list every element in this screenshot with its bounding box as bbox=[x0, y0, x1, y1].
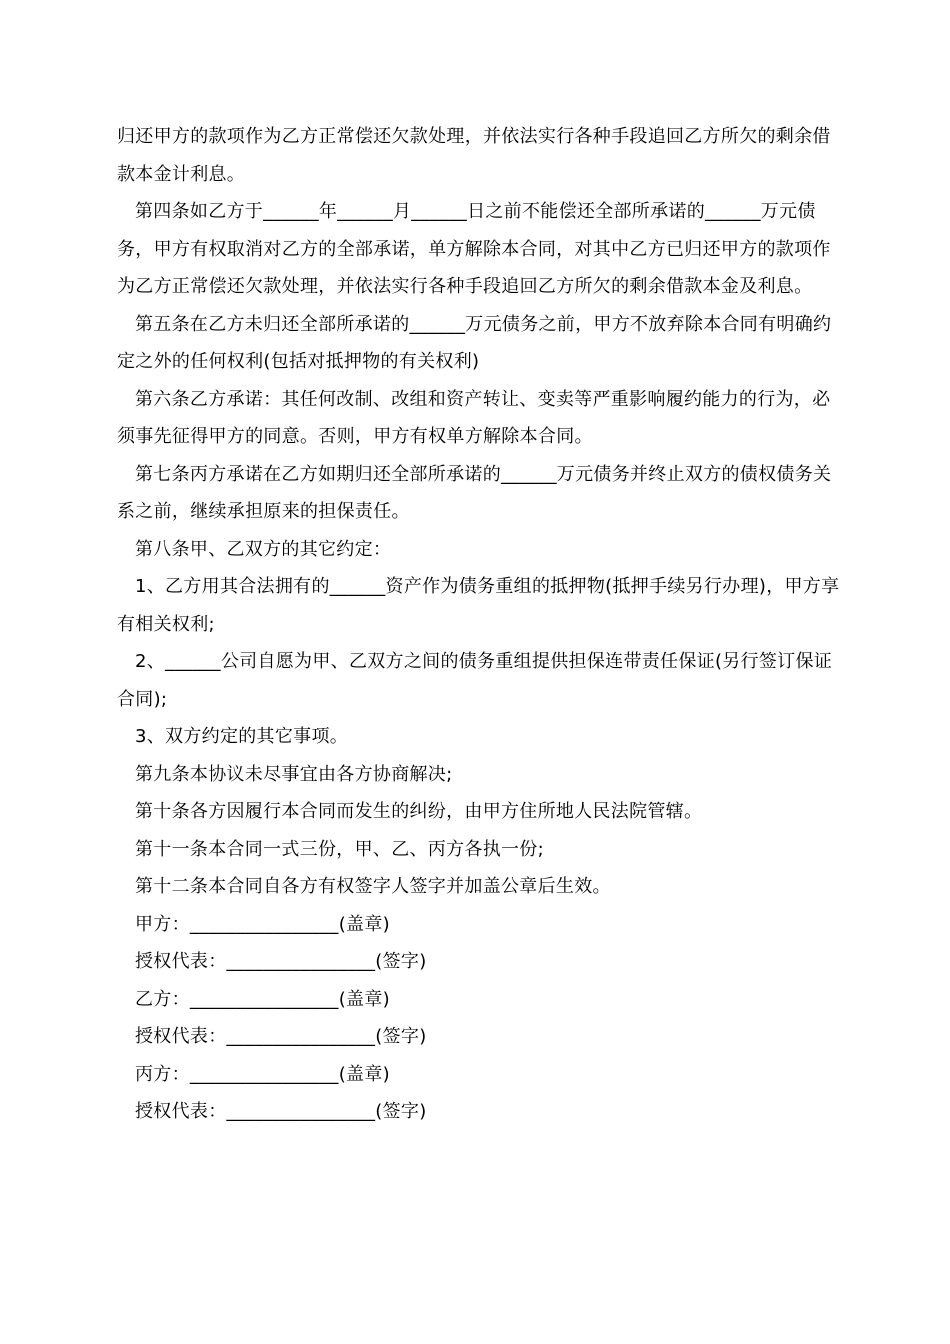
article-5: 第五条在乙方未归还全部所承诺的______万元债务之前，甲方不放弃除本合同有明确约定之外的任何权利(包括对抵押物的有关权利) bbox=[117, 313, 832, 372]
signature-party-c-rep: 授权代表：________________(签字) bbox=[135, 1101, 427, 1122]
article-8-item-2: 2、______公司自愿为甲、乙双方之间的债务重组提供担保连带责任保证(另行签订保证合同); bbox=[117, 651, 833, 710]
article-4: 第四条如乙方于______年______月______日之前不能偿还全部所承诺的______万元债务，甲方有权取消对乙方的全部承诺，单方解除本合同，对其中乙方已归还甲方的款项作为乙方正常偿还欠款处理，并依法实行各种手段追回乙方所欠的剩余借款本金及利息。 bbox=[117, 201, 831, 297]
contract-body bbox=[117, 118, 847, 1131]
signature-party-b-rep: 授权代表：________________(签字) bbox=[135, 1026, 427, 1047]
article-11: 第十一条本合同一式三份，甲、乙、丙方各执一份; bbox=[135, 838, 544, 860]
article-7: 第七条丙方承诺在乙方如期归还全部所承诺的______万元债务并终止双方的债权债务关系之前，继续承担原来的担保责任。 bbox=[117, 463, 832, 522]
paragraph-continuation: 归还甲方的款项作为乙方正常偿还欠款处理，并依法实行各种手段追回乙方所欠的剩余借款本金计利息。 bbox=[117, 126, 831, 185]
signature-party-c: 丙方：________________(盖章) bbox=[135, 1063, 390, 1085]
article-10: 第十条各方因履行本合同而发生的纠纷，由甲方住所地人民法院管辖。 bbox=[135, 801, 703, 822]
signature-party-a-rep: 授权代表：________________(签字) bbox=[135, 951, 427, 972]
article-8-item-3: 3、双方约定的其它事项。 bbox=[135, 726, 349, 747]
article-8: 第八条甲、乙双方的其它约定： bbox=[135, 538, 392, 560]
signature-block bbox=[117, 906, 847, 1131]
article-9: 第九条本协议未尽事宜由各方协商解决; bbox=[135, 763, 453, 785]
article-12: 第十二条本合同自各方有权签字人签字并加盖公章后生效。 bbox=[135, 876, 611, 897]
signature-party-b: 乙方：________________(盖章) bbox=[135, 988, 390, 1010]
article-6: 第六条乙方承诺：其任何改制、改组和资产转让、变卖等严重影响履约能力的行为，必须事先征得甲方的同意。否则，甲方有权单方解除本合同。 bbox=[117, 388, 831, 447]
article-8-item-1: 1、乙方用其合法拥有的______资产作为债务重组的抵押物(抵押手续另行办理)，甲方享有相关权利; bbox=[117, 576, 840, 635]
signature-party-a: 甲方：________________(盖章) bbox=[135, 913, 390, 935]
